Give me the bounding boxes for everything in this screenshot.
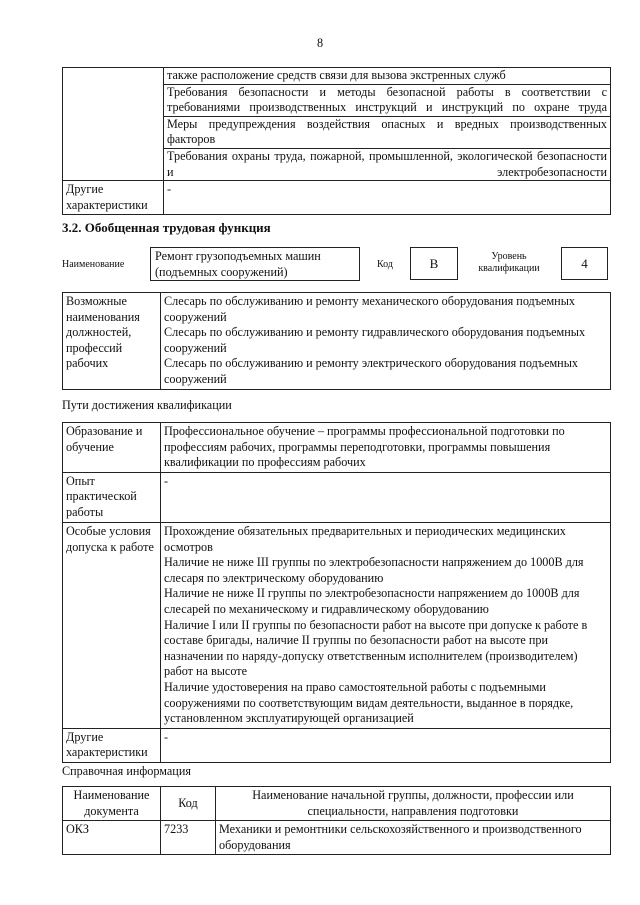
section-heading: 3.2. Обобщенная трудовая функция [62,220,271,235]
education-value: Профессиональное обучение – программы профессиональной подготовки по профессиям рабочих, программы переподготовки, программы повышения квалификации по профессиям рабочих [161,423,611,473]
condition-item: Наличие удостоверения на право самостоятельной работы с подъемными сооружениями по соответствующим видам деятельности, выданное в порядке, установленном эксплуатирующей организацией [164,679,574,726]
positions-label: Возможные наименования должностей, профессий рабочих [63,293,161,390]
reference-header-document: Наименование документа [63,787,161,821]
code-box: B [410,247,458,280]
top-table-item: также расположение средств связи для вызова экстренных служб [167,68,506,82]
level-label: Уровень квалификации [478,251,540,274]
experience-value: - [161,472,611,522]
reference-table [62,786,611,855]
reference-header-name: Наименование начальной группы, должности, профессии или специальности, направления подготовки [216,787,611,821]
top-table-item: Требования охраны труда, пожарной, промышленной, экологической безопасности и электробезопасности [164,148,610,180]
conditions-table [62,522,611,763]
positions-table [62,292,611,390]
position-item: Слесарь по обслуживанию и ремонту механического оборудования подъемных сооружений [164,294,575,324]
conditions-label: Особые условия допуска к работе [63,523,161,729]
conditions-list [161,523,611,729]
top-table-empty-cell [63,68,164,181]
conditions-other-value: - [161,728,611,762]
ways-heading: Пути достижения квалификации [62,398,232,412]
conditions-other-label: Другие характеристики [63,728,161,762]
reference-header-code: Код [161,787,216,821]
name-label: Наименование [62,259,125,270]
top-table-item: Требования безопасности и методы безопасной работы в соответствии с требованиями производственных инструкций и инструкций по охране труда [164,84,610,116]
positions-list [161,293,611,390]
other-characteristics-value: - [164,181,611,215]
condition-item: Наличие I или II группы по безопасности работ на высоте при допуске к работе в составе бригады, наличие II группы по безопасности работ на высоте при назначении по наряду-допуску ответственным исполнителем (производителем) работ на высоте [164,617,588,679]
page-number: 8 [316,36,324,50]
level-box: 4 [561,247,608,280]
top-table-item: Меры предупреждения воздействия опасных и вредных производственных факторов [164,116,610,148]
education-table [62,422,611,523]
function-name-box: Ремонт грузоподъемных машин (подъемных сооружений) [150,247,360,281]
condition-item: Наличие не ниже III группы по электробезопасности напряжением до 1000В для слесаря по электрическому оборудованию [164,555,584,585]
position-item: Слесарь по обслуживанию и ремонту электрического оборудования подъемных сооружений [164,356,578,386]
reference-code-cell: 7233 [161,821,216,855]
top-table [62,67,611,215]
reference-name-cell: Механики и ремонтники сельскохозяйственного и производственного оборудования [216,821,611,855]
top-table-items [164,68,611,181]
reference-document-cell: ОКЗ [63,821,161,855]
experience-label: Опыт практической работы [63,472,161,522]
education-label: Образование и обучение [63,423,161,473]
other-characteristics-label: Другие характеристики [63,181,164,215]
condition-item: Прохождение обязательных предварительных и периодических медицинских осмотров [164,524,566,554]
table-row [63,821,611,855]
code-label: Код [377,259,393,270]
condition-item: Наличие не ниже II группы по электробезопасности напряжением до 1000В для слесарей по механическому и гидравлическому оборудованию [164,586,580,616]
position-item: Слесарь по обслуживанию и ремонту гидравлического оборудования подъемных сооружений [164,325,586,355]
reference-heading: Справочная информация [62,764,191,778]
